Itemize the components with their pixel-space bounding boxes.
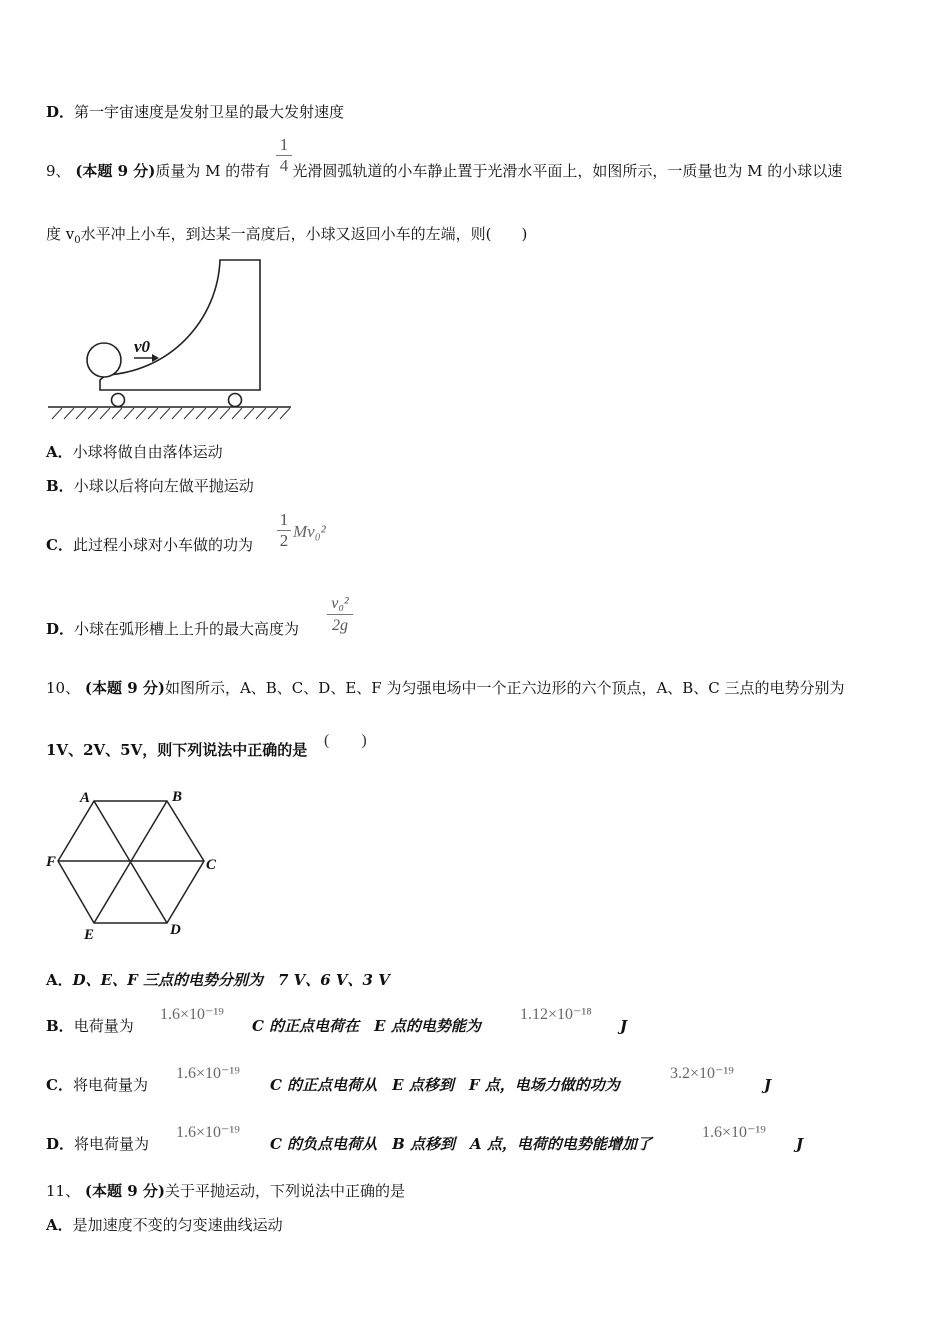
- q9-option-b: [46, 476, 254, 496]
- option-letter: B．: [46, 477, 74, 495]
- q10-stem-line1: [46, 678, 845, 698]
- q10-option-a: [46, 970, 390, 990]
- stem-text: 1V、2V、5V，则下列说法中正确的是: [46, 741, 308, 759]
- q10-c-charge: 1.6×10⁻¹⁹: [176, 1065, 240, 1082]
- option-text-cont: C 的正点电荷从 E 点移到 F 点，电场力做的功为: [270, 1076, 620, 1094]
- q11-option-a: [46, 1215, 283, 1235]
- q9-c-fraction: [277, 511, 291, 550]
- question-number: 11、: [46, 1182, 81, 1200]
- q10-hexagon-figure: [44, 784, 224, 944]
- option-text-cont: C 的负点电荷从 B 点移到 A 点，电荷的电势能增加了: [270, 1135, 652, 1153]
- option-letter: A．: [46, 1216, 73, 1234]
- vertex-label-c: C: [206, 857, 217, 873]
- stem-text-cont: 光滑圆弧轨道的小车静止置于光滑水平面上，如图所示，一质量也为 M 的小球以速: [292, 162, 843, 180]
- option-letter: C．: [46, 1076, 73, 1094]
- frac-denominator: 2: [279, 531, 289, 550]
- q9-option-a: [46, 442, 223, 462]
- vertex-label-b: B: [172, 789, 183, 805]
- stem-text-cont: 水平冲上小车，到达某一高度后，小球又返回小车的左端，则( ): [80, 225, 528, 243]
- option-text: 此过程小球对小车做的功为: [72, 536, 253, 554]
- q9-stem-line1: [46, 161, 842, 181]
- option-text: 将电荷量为: [72, 1076, 148, 1094]
- q9-stem-line2: [46, 224, 527, 251]
- q10-stem-line2: [46, 740, 307, 760]
- q9-d-fraction: [327, 594, 353, 635]
- q9-cart-figure: [48, 256, 293, 422]
- question-score: (本题 9 分): [84, 679, 165, 697]
- answer-parentheses: ( ): [324, 732, 367, 749]
- question-number: 9、: [46, 162, 71, 180]
- frac-numerator: 1: [279, 135, 289, 154]
- option-text: D、E、F 三点的电势分别为 7 V、6 V、3 V: [72, 971, 390, 989]
- stem-text: 如图所示，A、B、C、D、E、F 为匀强电场中一个正六边形的六个顶点，A、B、C 三点的电势分别为: [164, 679, 845, 697]
- q10-d-charge: 1.6×10⁻¹⁹: [176, 1124, 240, 1141]
- vertex-label-e: E: [84, 927, 95, 943]
- q10-option-c: [46, 1075, 148, 1095]
- question-score: (本题 9 分): [84, 1182, 165, 1200]
- option-text: 将电荷量为: [74, 1135, 150, 1153]
- stem-text: 度 v: [46, 225, 75, 243]
- question-score: (本题 9 分): [75, 162, 156, 180]
- q10-option-c-unit: [764, 1075, 771, 1095]
- q8-option-d: [46, 102, 344, 122]
- q10-c-work: 3.2×10⁻¹⁹: [670, 1065, 734, 1082]
- q9-c-expression: Mv₀²: [293, 522, 326, 541]
- frac-numerator: v₀²: [331, 595, 349, 612]
- q9-fraction-quarter: [276, 136, 292, 175]
- unit: J: [796, 1135, 804, 1153]
- vertex-label-a: A: [80, 790, 91, 806]
- option-letter: D．: [46, 620, 75, 638]
- option-letter: C．: [46, 536, 73, 554]
- q10-option-d-unit: [796, 1134, 803, 1154]
- option-text: 小球将做自由落体运动: [72, 443, 223, 461]
- unit: J: [764, 1076, 772, 1094]
- stem-text: 质量为 M 的带有: [155, 162, 271, 180]
- q10-option-d: [46, 1134, 149, 1154]
- option-letter: A．: [46, 971, 73, 989]
- subscript: 0: [74, 235, 81, 246]
- option-letter: D．: [46, 103, 75, 121]
- q10-b-charge: 1.6×10⁻¹⁹: [160, 1006, 224, 1023]
- question-number: 10、: [46, 679, 81, 697]
- option-text: 小球在弧形槽上上升的最大高度为: [74, 620, 300, 638]
- ball: [87, 343, 121, 377]
- option-text-cont: C 的正点电荷在 E 点的电势能为: [252, 1017, 481, 1035]
- option-letter: D．: [46, 1135, 75, 1153]
- option-text: 电荷量为: [73, 1017, 134, 1035]
- q9-option-d: [46, 619, 299, 639]
- q10-d-energy: 1.6×10⁻¹⁹: [702, 1124, 766, 1141]
- option-text: 第一宇宙速度是发射卫星的最大发射速度: [74, 103, 345, 121]
- unit: J: [620, 1017, 628, 1035]
- q10-b-energy: 1.12×10⁻¹⁸: [520, 1006, 592, 1023]
- q10-option-b: [46, 1016, 134, 1036]
- option-text: 是加速度不变的匀变速曲线运动: [72, 1216, 283, 1234]
- option-letter: B．: [46, 1017, 74, 1035]
- q10-option-d-mid: [270, 1134, 652, 1154]
- stem-text: 关于平抛运动，下列说法中正确的是: [164, 1182, 405, 1200]
- q9-option-c: [46, 535, 253, 555]
- q10-option-b-mid: [252, 1016, 481, 1036]
- frac-denominator: 4: [279, 156, 289, 175]
- option-text: 小球以后将向左做平抛运动: [73, 477, 254, 495]
- vertex-label-f: F: [46, 854, 57, 870]
- frac-denominator: 2g: [332, 617, 348, 634]
- frac-numerator: 1: [279, 510, 289, 529]
- option-letter: A．: [46, 443, 73, 461]
- q10-option-c-mid: [270, 1075, 620, 1095]
- q11-stem: [46, 1181, 405, 1201]
- vertex-label-d: D: [170, 922, 181, 938]
- velocity-label: v0: [134, 337, 151, 356]
- q10-option-b-unit: [620, 1016, 627, 1036]
